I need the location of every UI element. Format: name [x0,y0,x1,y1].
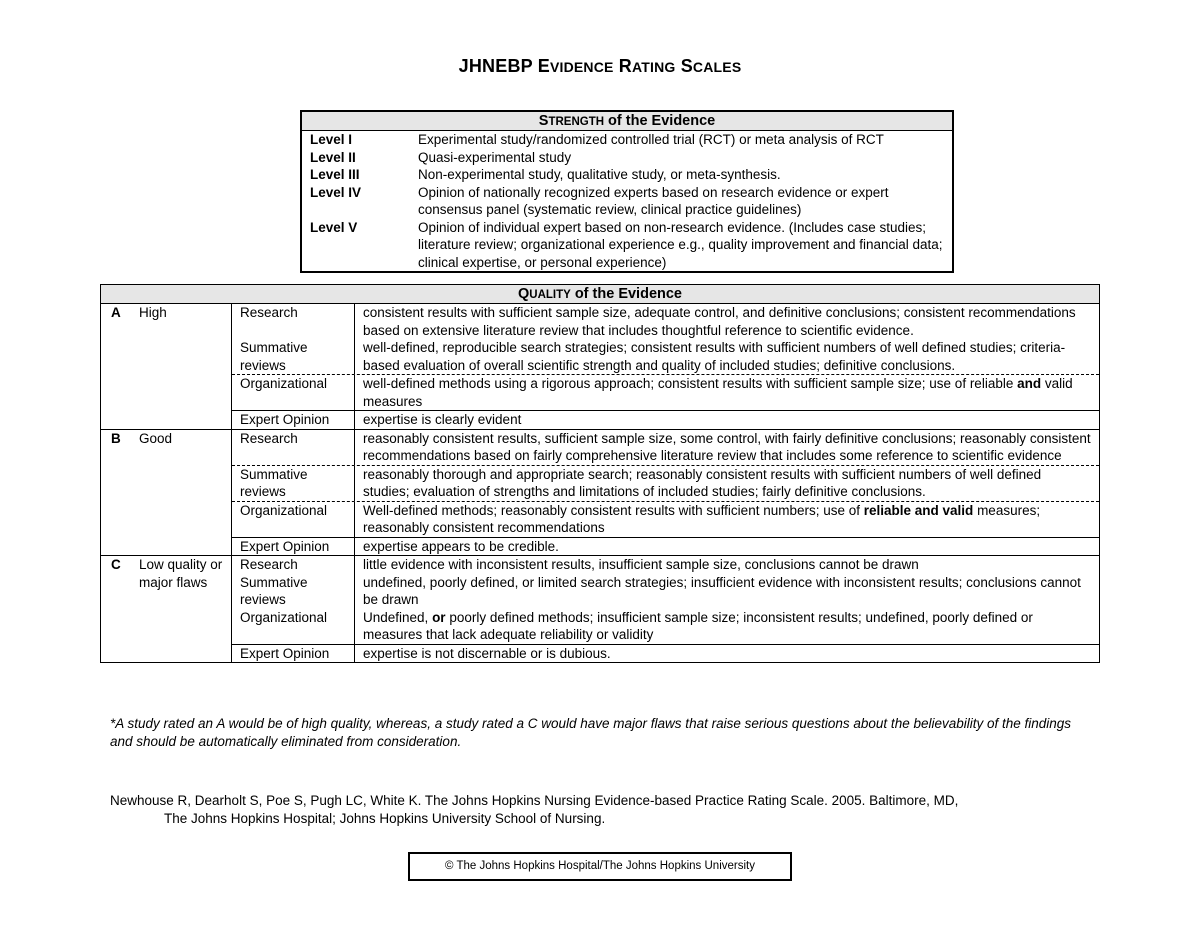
page-title: JHNEBP EVIDENCE RATING SCALES [458,56,742,76]
evidence-criteria: reasonably consistent results, sufficient sample size, some control, with fairly definitive conclusions; reasonably consistent recommendations based on fairly comprehensive literature review that includes some reference to scientific evidence [363,430,1091,463]
grade-a-research [232,304,1099,339]
grade-name: High [139,305,167,320]
grade-letter: B [111,430,121,446]
grade-a-expert [232,410,1099,429]
strength-row-level-1 [302,131,952,149]
evidence-type: Expert Opinion [232,645,355,663]
evidence-criteria: well-defined methods using a rigorous approach; consistent results with sufficient sample size; use of reliable and valid measures [363,376,1073,409]
citation-line-2: The Johns Hopkins Hospital; Johns Hopkins University School of Nursing. [164,811,606,826]
strength-row-level-5 [302,219,952,272]
grade-name: Low quality or major flaws [139,557,223,590]
copyright-box: © The Johns Hopkins Hospital/The Johns Hopkins University [408,852,792,881]
evidence-type: Research [232,304,355,339]
grade-letter: A [111,305,121,320]
evidence-criteria: expertise is not discernable or is dubious. [363,645,611,661]
level-description: Quasi-experimental study [418,149,572,165]
evidence-type: Summative reviews [232,466,355,501]
level-description: Opinion of individual expert based on non-research evidence. (Includes case studies; literature review; organizational experience e.g., quality improvement and financial data; clinical expertise, or personal experience) [418,219,943,270]
quality-header: QUALITY of the Evidence [101,285,1099,304]
level-label: Level IV [310,184,362,200]
quality-table [100,284,1100,663]
evidence-criteria: undefined, poorly defined, or limited search strategies; insufficient evidence with inconsistent results; conclusions cannot be drawn [363,574,1081,607]
level-description: Non-experimental study, qualitative study, or meta-synthesis. [418,167,781,182]
grade-b-expert [232,537,1099,556]
grade-a-organizational [232,375,1099,410]
strength-row-level-2 [302,149,952,167]
strength-row-level-3 [302,166,952,184]
level-label: Level III [310,167,360,182]
level-label: Level II [310,149,356,165]
grade-a [101,304,1099,430]
evidence-criteria: consistent results with sufficient sample size, adequate control, and definitive conclusions; consistent recommendations based on extensive literature review that includes thoughtful reference to scientific evidence. [363,305,1076,338]
grade-c-summative [232,574,1099,609]
evidence-type: Organizational [232,375,355,410]
strength-header: STRENGTH of the Evidence [302,112,952,131]
footnote: *A study rated an A would be of high quality, whereas, a study rated a C would have major flaws that raise serious questions about the believability of the findings and should be automatically eliminated from consideration. [110,716,1072,749]
level-description: Experimental study/randomized controlled trial (RCT) or meta analysis of RCT [418,132,884,147]
grade-name: Good [139,430,173,446]
level-label: Level V [310,219,358,235]
evidence-criteria: Undefined, or poorly defined methods; insufficient sample size; inconsistent results; undefined, poorly defined or measures that lack adequate reliability or validity [363,609,1033,642]
evidence-type: Organizational [232,609,355,644]
grade-c-expert [232,644,1099,663]
level-label: Level I [310,132,353,147]
evidence-type: Organizational [232,502,355,537]
grade-a-summative [232,339,1099,375]
evidence-type: Expert Opinion [232,411,355,429]
evidence-type: Expert Opinion [232,538,355,556]
strength-row-level-4 [302,184,952,219]
grade-c-research [232,556,1099,574]
grade-b [101,430,1099,557]
strength-table [300,110,954,273]
evidence-type: Summative reviews [232,574,355,609]
evidence-criteria: well-defined, reproducible search strategies; consistent results with sufficient numbers of well defined studies; criteria-based evaluation of overall scientific strength and quality of included studies; definitive conclusions. [363,340,1066,373]
evidence-criteria: little evidence with inconsistent results, insufficient sample size, conclusions cannot be drawn [363,557,919,572]
evidence-type: Research [232,430,355,465]
evidence-criteria: Well-defined methods; reasonably consistent results with sufficient numbers; use of reliable and valid measures; reasonably consistent recommendations [363,502,1041,535]
grade-b-organizational [232,502,1099,537]
grade-b-summative [232,466,1099,502]
citation-line-1: Newhouse R, Dearholt S, Poe S, Pugh LC, White K. The Johns Hopkins Nursing Evidence-based Practice Rating Scale. 2005. Baltimore, MD, [110,793,959,808]
evidence-type: Summative reviews [232,339,355,374]
evidence-criteria: expertise appears to be credible. [363,538,559,554]
evidence-criteria: expertise is clearly evident [363,412,522,427]
evidence-type: Research [232,556,355,574]
grade-letter: C [111,557,121,572]
level-description: Opinion of nationally recognized experts based on research evidence or expert consensus panel (systematic review, clinical practice guidelines) [418,184,889,217]
grade-c-organizational [232,609,1099,644]
grade-b-research [232,430,1099,466]
citation [110,792,1110,828]
grade-c [101,556,1099,662]
evidence-criteria: reasonably thorough and appropriate search; reasonably consistent results with sufficient numbers of well defined studies; evaluation of strengths and limitations of included studies; fairly definitive conclusions. [363,466,1042,499]
